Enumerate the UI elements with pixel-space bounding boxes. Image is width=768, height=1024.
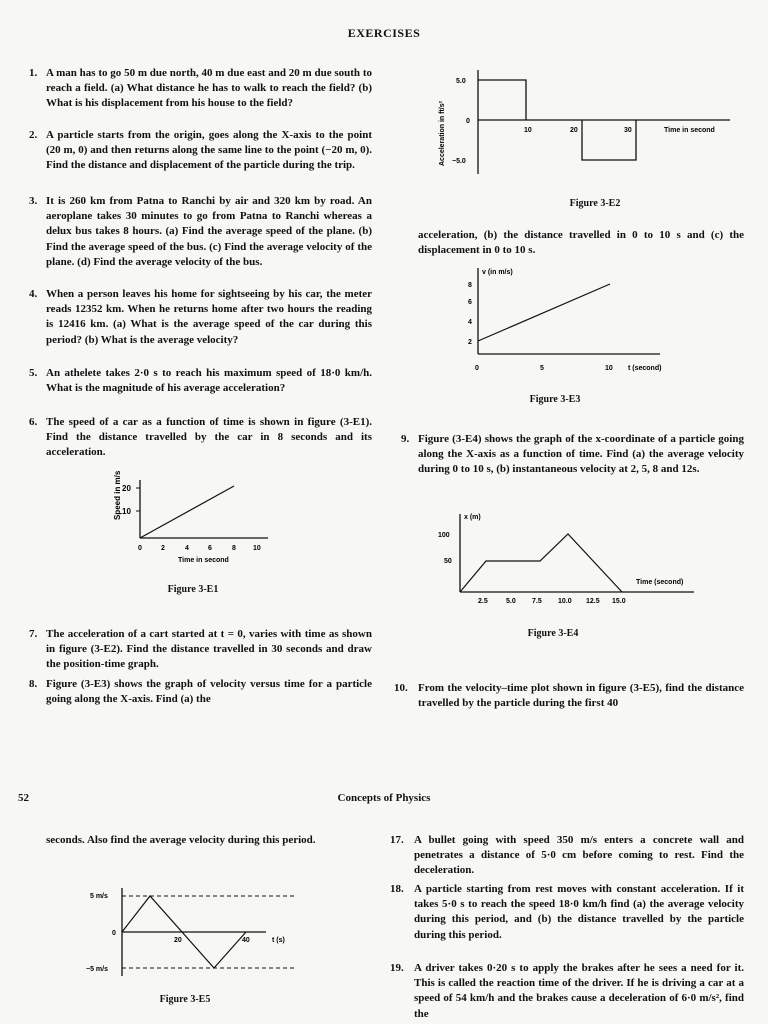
y-tick-label: 4 — [468, 319, 472, 326]
question-number: 7. — [29, 628, 38, 640]
y-tick-label: 20 — [122, 484, 131, 493]
question-10 — [394, 681, 744, 711]
x-tick-label: 4 — [185, 545, 189, 552]
x-tick-label: 30 — [624, 127, 632, 134]
y-tick-label: 8 — [468, 282, 472, 289]
question-text: acceleration, (b) the distance travelled in 0 to 10 s and (c) the displacement in 0 to 10 s. — [418, 229, 744, 257]
x-tick-label: 40 — [242, 937, 250, 944]
x-tick-label: 8 — [232, 545, 236, 552]
question-4 — [29, 287, 372, 348]
question-number: 1. — [29, 67, 38, 79]
x-axis-label: Time (second) — [636, 579, 684, 586]
figure-3-e1 — [108, 470, 278, 570]
x-tick-label: 5.0 — [506, 598, 516, 605]
question-text: A bullet going with speed 350 m/s enters a concrete wall and penetrates a distance of 5·0 cm before coming to rest. Find the deceleration. — [414, 834, 744, 877]
y-tick-label: −5 m/s — [86, 966, 108, 973]
y-axis-label: Speed in m/s — [113, 470, 122, 520]
question-17 — [390, 833, 744, 879]
x-tick-label: 12.5 — [586, 598, 600, 605]
question-9 — [401, 432, 744, 478]
y-tick-label: 0 — [466, 118, 470, 125]
question-text: It is 260 km from Patna to Ranchi by air and 320 km by road. An aeroplane takes 30 minutes to go from Patna to Ranchi whereas a delux bus takes 8 hours. (a) Find the average speed of the plane. (b) Find the average speed of the bus. (c) Find the average velocity of the plane. (d) Find the average velocity of the bus. — [46, 195, 372, 268]
figure-3-e5 — [84, 884, 304, 984]
question-text: A particle starting from rest moves with constant acceleration. If it takes 5·0 s to reach the speed 18·0 km/h find (a) the average velocity during this period, and (b) the distance travelled by the particle during this period. — [414, 883, 744, 941]
y-tick-label: 0 — [112, 930, 116, 937]
y-axis-label: Acceleration in ft/s² — [439, 101, 446, 166]
figure-caption: Figure 3-E5 — [159, 994, 211, 1005]
x-tick-label: 15.0 — [612, 598, 626, 605]
y-axis-label: x (m) — [464, 514, 481, 521]
x-axis-label: t (second) — [628, 365, 662, 372]
figure-3-e4 — [432, 508, 702, 610]
question-number: 8. — [29, 678, 38, 690]
y-tick-label: −5.0 — [452, 158, 466, 165]
question-3 — [29, 194, 372, 270]
question-text: An athelete takes 2·0 s to reach his maximum speed of 18·0 km/h. What is the magnitude of his average acceleration? — [46, 367, 372, 395]
question-7 — [29, 627, 372, 673]
question-text: Figure (3-E3) shows the graph of velocity versus time for a particle going along the X-axis. Find (a) the — [46, 678, 372, 706]
x-tick-label: 20 — [570, 127, 578, 134]
x-tick-label: 5 — [540, 365, 544, 372]
x-tick-label: 7.5 — [532, 598, 542, 605]
data-line — [460, 534, 622, 592]
question-text: A driver takes 0·20 s to apply the brakes after he sees a need for it. This is called the reaction time of the driver. If he is driving a car at a speed of 54 km/h and the brakes cause a deceleration of 6·0 m/s², find the — [414, 962, 744, 1020]
book-title: Concepts of Physics — [337, 792, 431, 804]
question-text: When a person leaves his home for sightseeing by his car, the meter reads 12352 km. When he returns home after two hours the reading is 12416 km. (a) What is the average speed of the car during this period? (b) What is the average velocity? — [46, 288, 372, 346]
question-number: 18. — [390, 883, 404, 895]
y-tick-label: 5.0 — [456, 78, 466, 85]
y-tick-label: 100 — [438, 532, 450, 539]
y-tick-label: 50 — [444, 558, 452, 565]
y-tick-label: 10 — [122, 507, 131, 516]
question-1 — [29, 66, 372, 112]
figure-3-e2 — [430, 62, 740, 180]
x-tick-label: 0 — [475, 365, 479, 372]
x-tick-label: 2.5 — [478, 598, 488, 605]
question-8 — [29, 677, 372, 707]
figure-3-e3 — [460, 262, 690, 378]
question-text: Figure (3-E4) shows the graph of the x-coordinate of a particle going along the X-axis as a function of time. Find (a) the average velocity during 0 to 10 s, (b) instantaneous velocity at 2, 5, 8 and 12s. — [418, 433, 744, 476]
question-text: The acceleration of a cart started at t = 0, varies with time as shown in figure (3-E2). Find the distance travelled in 30 seconds and draw the position-time graph. — [46, 628, 372, 671]
question-text: From the velocity–time plot shown in figure (3-E5), find the distance travelled by the particle during the first 40 — [418, 682, 744, 710]
question-number: 3. — [29, 195, 38, 207]
y-tick-label: 2 — [468, 339, 472, 346]
x-tick-label: 2 — [161, 545, 165, 552]
question-8-continued — [418, 228, 744, 258]
question-number: 2. — [29, 129, 38, 141]
x-tick-label: 6 — [208, 545, 212, 552]
question-text: The speed of a car as a function of time is shown in figure (3-E1). Find the distance travelled by the car in 8 seconds and its acceleration. — [46, 416, 372, 459]
question-18 — [390, 882, 744, 943]
question-number: 17. — [390, 834, 404, 846]
figure-caption: Figure 3-E3 — [529, 394, 581, 405]
page-number: 52 — [18, 792, 29, 804]
figure-caption: Figure 3-E2 — [569, 198, 621, 209]
figure-caption: Figure 3-E4 — [527, 628, 579, 639]
x-tick-label: 20 — [174, 937, 182, 944]
question-text: seconds. Also find the average velocity during this period. — [46, 834, 316, 846]
x-tick-label: 0 — [138, 545, 142, 552]
question-10-continued — [46, 833, 372, 848]
y-tick-label: 6 — [468, 299, 472, 306]
y-tick-label: 5 m/s — [90, 893, 108, 900]
question-number: 5. — [29, 367, 38, 379]
page-title: EXERCISES — [347, 26, 421, 40]
x-tick-label: 10.0 — [558, 598, 572, 605]
question-number: 19. — [390, 962, 404, 974]
x-tick-label: 10 — [253, 545, 261, 552]
question-6 — [29, 415, 372, 461]
x-tick-label: 10 — [524, 127, 532, 134]
data-line — [140, 486, 234, 538]
question-number: 4. — [29, 288, 38, 300]
x-tick-label: 10 — [605, 365, 613, 372]
x-axis-label: t (s) — [272, 937, 285, 944]
question-19 — [390, 961, 744, 1022]
figure-caption: Figure 3-E1 — [167, 584, 219, 595]
question-text: A man has to go 50 m due north, 40 m due east and 20 m due south to reach a field. (a) What distance he has to walk to reach the field? (b) What is his displacement from his house to the field? — [46, 67, 372, 110]
y-axis-label: v (in m/s) — [482, 269, 513, 276]
negative-step — [582, 120, 636, 160]
x-axis-label: Time in second — [178, 557, 229, 564]
question-number: 6. — [29, 416, 38, 428]
question-number: 10. — [394, 682, 408, 694]
question-number: 9. — [401, 433, 410, 445]
x-axis-label: Time in second — [664, 127, 715, 134]
data-line — [478, 284, 610, 341]
question-2 — [29, 128, 372, 174]
question-5 — [29, 366, 372, 396]
question-text: A particle starts from the origin, goes along the X-axis to the point (20 m, 0) and then returns along the same line to the point (−20 m, 0). Find the distance and displacement of the particle during the trip. — [46, 129, 372, 172]
positive-step — [478, 80, 526, 120]
